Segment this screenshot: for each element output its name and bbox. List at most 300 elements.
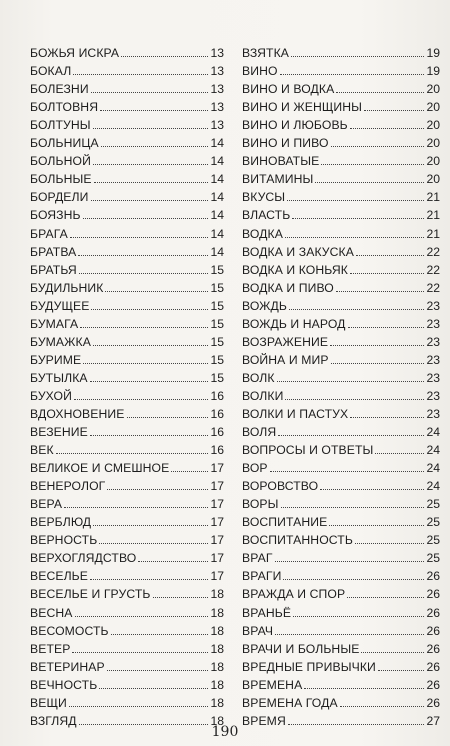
entry-title: ВЕСНА bbox=[30, 605, 73, 620]
entry-title: ВОДКА bbox=[242, 226, 283, 241]
dot-leader bbox=[275, 561, 425, 562]
dot-leader bbox=[56, 453, 209, 454]
index-entry bbox=[30, 259, 224, 277]
index-entry bbox=[242, 511, 440, 529]
index-entry bbox=[30, 295, 224, 313]
entry-page-number: 15 bbox=[210, 370, 224, 385]
entry-page-number: 25 bbox=[426, 497, 440, 512]
index-entry bbox=[30, 692, 224, 710]
index-entry bbox=[242, 313, 440, 331]
entry-title: БОЛЕЗНИ bbox=[30, 82, 89, 97]
entry-title: ВЕЧНОСТЬ bbox=[30, 677, 98, 692]
entry-title: ВОЛК bbox=[242, 370, 275, 385]
index-entry bbox=[30, 439, 224, 457]
dot-leader bbox=[93, 164, 208, 165]
entry-page-number: 15 bbox=[210, 352, 224, 367]
entry-title: ВЗГЛЯД bbox=[30, 713, 77, 728]
dot-leader bbox=[350, 417, 424, 418]
entry-title: ВОДКА И КОНЬЯК bbox=[242, 262, 348, 277]
entry-page-number: 18 bbox=[210, 659, 224, 674]
entry-page-number: 25 bbox=[426, 515, 440, 530]
index-entry bbox=[242, 457, 440, 475]
entry-page-number: 26 bbox=[426, 677, 440, 692]
entry-page-number: 23 bbox=[426, 352, 440, 367]
entry-page-number: 14 bbox=[210, 226, 224, 241]
dot-leader bbox=[80, 327, 208, 328]
entry-title: ВЕНЕРОЛОГ bbox=[30, 479, 106, 494]
index-entry bbox=[242, 547, 440, 565]
entry-page-number: 20 bbox=[426, 172, 440, 187]
entry-page-number: 27 bbox=[426, 713, 440, 728]
index-entry bbox=[30, 186, 224, 204]
dot-leader bbox=[378, 670, 425, 671]
entry-title: ВРЕМЕНА ГОДА bbox=[242, 695, 338, 710]
entry-title: ВЕТЕРИНАР bbox=[30, 659, 105, 674]
dot-leader bbox=[292, 218, 424, 219]
entry-title: БОЛЬНЫЕ bbox=[30, 172, 92, 187]
entry-page-number: 22 bbox=[426, 244, 440, 259]
dot-leader bbox=[275, 634, 424, 635]
dot-leader bbox=[94, 182, 209, 183]
dot-leader bbox=[331, 363, 425, 364]
entry-title: ВОЛКИ И ПАСТУХ bbox=[242, 406, 349, 421]
dot-leader bbox=[171, 471, 208, 472]
dot-leader bbox=[99, 543, 208, 544]
entry-page-number: 23 bbox=[426, 298, 440, 313]
entry-title: ВКУСЫ bbox=[242, 190, 286, 205]
index-entry bbox=[242, 186, 440, 204]
dot-leader bbox=[364, 110, 424, 111]
entry-page-number: 24 bbox=[426, 443, 440, 458]
entry-title: ВИНОВАТЫЕ bbox=[242, 154, 320, 169]
dot-leader bbox=[90, 435, 209, 436]
entry-page-number: 17 bbox=[210, 551, 224, 566]
dot-leader bbox=[361, 652, 424, 653]
dot-leader bbox=[91, 200, 209, 201]
index-entry bbox=[242, 96, 440, 114]
dot-leader bbox=[356, 255, 424, 256]
entry-title: БРАТВА bbox=[30, 244, 77, 259]
entry-page-number: 22 bbox=[426, 262, 440, 277]
entry-title: ВОЖДЬ И НАРОД bbox=[242, 316, 346, 331]
entry-page-number: 21 bbox=[426, 226, 440, 241]
entry-page-number: 23 bbox=[426, 388, 440, 403]
entry-title: ВЛАСТЬ bbox=[242, 208, 291, 223]
index-entry bbox=[30, 222, 224, 240]
entry-page-number: 18 bbox=[210, 587, 224, 602]
entry-page-number: 14 bbox=[210, 172, 224, 187]
dot-leader bbox=[336, 291, 425, 292]
index-entry bbox=[242, 601, 440, 619]
dot-leader bbox=[121, 56, 208, 57]
entry-page-number: 20 bbox=[426, 100, 440, 115]
entry-title: БУТЫЛКА bbox=[30, 370, 88, 385]
entry-page-number: 17 bbox=[210, 515, 224, 530]
index-entry bbox=[30, 367, 224, 385]
index-entry bbox=[30, 529, 224, 547]
dot-leader bbox=[74, 399, 209, 400]
entry-title: ВОСПИТАННОСТЬ bbox=[242, 533, 353, 548]
entry-page-number: 18 bbox=[210, 605, 224, 620]
index-entry bbox=[30, 168, 224, 186]
dot-leader bbox=[72, 652, 208, 653]
index-column-left bbox=[30, 42, 224, 728]
entry-page-number: 19 bbox=[426, 64, 440, 79]
entry-title: ВЕРХОГЛЯДСТВО bbox=[30, 551, 137, 566]
entry-title: ВОПРОСЫ И ОТВЕТЫ bbox=[242, 443, 374, 458]
entry-title: ВОЙНА И МИР bbox=[242, 352, 329, 367]
dot-leader bbox=[355, 543, 425, 544]
entry-title: ВОЖДЬ bbox=[242, 298, 287, 313]
entry-title: ВОРОВСТВО bbox=[242, 479, 319, 494]
dot-leader bbox=[289, 309, 424, 310]
entry-title: БОЯЗНЬ bbox=[30, 208, 81, 223]
index-entry bbox=[30, 493, 224, 511]
entry-title: ВРАГИ bbox=[242, 569, 282, 584]
entry-page-number: 26 bbox=[426, 623, 440, 638]
index-column-right bbox=[242, 42, 440, 728]
entry-title: ВЕРБЛЮД bbox=[30, 515, 92, 530]
dot-leader bbox=[281, 507, 425, 508]
dot-leader bbox=[64, 507, 208, 508]
dot-leader bbox=[107, 489, 208, 490]
entry-page-number: 26 bbox=[426, 569, 440, 584]
index-entry bbox=[242, 331, 440, 349]
entry-title: ВРЕМЯ bbox=[242, 713, 286, 728]
entry-title: ВЕРНОСТЬ bbox=[30, 533, 98, 548]
index-entry bbox=[242, 439, 440, 457]
index-entry bbox=[242, 529, 440, 547]
index-entry bbox=[30, 583, 224, 601]
index-entry bbox=[30, 457, 224, 475]
index-entry bbox=[30, 313, 224, 331]
entry-page-number: 20 bbox=[426, 154, 440, 169]
entry-page-number: 14 bbox=[210, 190, 224, 205]
entry-page-number: 15 bbox=[210, 334, 224, 349]
entry-title: БОЛТУНЫ bbox=[30, 118, 91, 133]
entry-title: ВРАЧИ И БОЛЬНЫЕ bbox=[242, 641, 360, 656]
index-entry bbox=[242, 421, 440, 439]
entry-title: БУРИМЕ bbox=[30, 352, 82, 367]
entry-title: ВИНО И ВОДКА bbox=[242, 82, 335, 97]
entry-page-number: 26 bbox=[426, 641, 440, 656]
index-entry bbox=[30, 42, 224, 60]
index-entry bbox=[30, 638, 224, 656]
dot-leader bbox=[79, 273, 209, 274]
dot-leader bbox=[90, 579, 208, 580]
entry-page-number: 16 bbox=[210, 406, 224, 421]
index-entry bbox=[242, 78, 440, 96]
dot-leader bbox=[291, 56, 424, 57]
index-entry bbox=[242, 620, 440, 638]
dot-leader bbox=[348, 327, 425, 328]
entry-title: ВДОХНОВЕНИЕ bbox=[30, 406, 125, 421]
entry-title: ВЕТЕР bbox=[30, 641, 71, 656]
index-entry bbox=[30, 547, 224, 565]
entry-page-number: 23 bbox=[426, 334, 440, 349]
entry-title: БРАТЬЯ bbox=[30, 262, 77, 277]
index-entry bbox=[242, 42, 440, 60]
index-entry bbox=[30, 565, 224, 583]
dot-leader bbox=[138, 561, 208, 562]
entry-title: ВИТАМИНЫ bbox=[242, 172, 314, 187]
index-entry bbox=[30, 241, 224, 259]
dot-leader bbox=[91, 92, 209, 93]
index-entry bbox=[30, 331, 224, 349]
index-entry bbox=[30, 385, 224, 403]
dot-leader bbox=[283, 579, 424, 580]
entry-title: БОРДЕЛИ bbox=[30, 190, 89, 205]
dot-leader bbox=[331, 146, 425, 147]
dot-leader bbox=[287, 200, 424, 201]
entry-title: ВИНО И ПИВО bbox=[242, 136, 329, 151]
dot-leader bbox=[73, 74, 208, 75]
entry-title: ВОЗРАЖЕНИЕ bbox=[242, 334, 329, 349]
index-entry bbox=[30, 60, 224, 78]
index-entry bbox=[30, 656, 224, 674]
entry-page-number: 23 bbox=[426, 316, 440, 331]
dot-leader bbox=[153, 597, 209, 598]
index-entry bbox=[242, 132, 440, 150]
entry-page-number: 20 bbox=[426, 82, 440, 97]
index-entry bbox=[242, 259, 440, 277]
dot-leader bbox=[101, 146, 209, 147]
entry-title: ВОР bbox=[242, 461, 268, 476]
dot-leader bbox=[69, 706, 209, 707]
dot-leader bbox=[107, 670, 209, 671]
entry-title: ВЕЩИ bbox=[30, 695, 67, 710]
entry-page-number: 16 bbox=[210, 443, 224, 458]
entry-page-number: 18 bbox=[210, 677, 224, 692]
dot-leader bbox=[293, 616, 424, 617]
dot-leader bbox=[93, 345, 209, 346]
entry-page-number: 23 bbox=[426, 406, 440, 421]
index-entry bbox=[242, 168, 440, 186]
entry-title: ВОДКА И ПИВО bbox=[242, 280, 334, 295]
index-entry bbox=[242, 277, 440, 295]
dot-leader bbox=[93, 525, 208, 526]
index-entry bbox=[30, 511, 224, 529]
index-entry bbox=[30, 403, 224, 421]
dot-leader bbox=[350, 273, 424, 274]
dot-leader bbox=[304, 688, 424, 689]
index-entry bbox=[30, 204, 224, 222]
dot-leader bbox=[83, 218, 209, 219]
dot-leader bbox=[329, 525, 424, 526]
entry-title: БУДИЛЬНИК bbox=[30, 280, 104, 295]
entry-title: ВИНО И ЖЕНЩИНЫ bbox=[242, 100, 363, 115]
index-entry bbox=[242, 114, 440, 132]
entry-title: ВРАЧ bbox=[242, 623, 274, 638]
entry-title: БОЖЬЯ ИСКРА bbox=[30, 46, 120, 61]
index-entry bbox=[30, 674, 224, 692]
entry-title: БРАГА bbox=[30, 226, 68, 241]
dot-leader bbox=[375, 453, 424, 454]
dot-leader bbox=[285, 237, 425, 238]
entry-page-number: 26 bbox=[426, 695, 440, 710]
entry-page-number: 18 bbox=[210, 695, 224, 710]
entry-page-number: 26 bbox=[426, 587, 440, 602]
entry-page-number: 17 bbox=[210, 497, 224, 512]
entry-title: ВРАГ bbox=[242, 551, 273, 566]
entry-page-number: 26 bbox=[426, 659, 440, 674]
entry-page-number: 17 bbox=[210, 533, 224, 548]
index-entry bbox=[30, 132, 224, 150]
dot-leader bbox=[75, 616, 209, 617]
entry-page-number: 25 bbox=[426, 551, 440, 566]
entry-page-number: 13 bbox=[210, 118, 224, 133]
index-entry bbox=[242, 565, 440, 583]
entry-page-number: 17 bbox=[210, 461, 224, 476]
index-entry bbox=[242, 204, 440, 222]
entry-page-number: 20 bbox=[426, 136, 440, 151]
dot-leader bbox=[321, 164, 424, 165]
index-entry bbox=[242, 241, 440, 259]
entry-title: БУХОЙ bbox=[30, 388, 72, 403]
entry-title: ВРЕДНЫЕ ПРИВЫЧКИ bbox=[242, 659, 376, 674]
index-entry bbox=[242, 60, 440, 78]
entry-title: БОЛЬНОЙ bbox=[30, 154, 91, 169]
dot-leader bbox=[270, 471, 425, 472]
entry-title: ВЕСОМОСТЬ bbox=[30, 623, 109, 638]
entry-page-number: 18 bbox=[210, 641, 224, 656]
index-entry bbox=[242, 674, 440, 692]
dot-leader bbox=[105, 291, 208, 292]
dot-leader bbox=[330, 345, 424, 346]
entry-page-number: 23 bbox=[426, 370, 440, 385]
dot-leader bbox=[280, 74, 425, 75]
entry-title: ВОДКА И ЗАКУСКА bbox=[242, 244, 354, 259]
entry-title: ВРАЖДА И СПОР bbox=[242, 587, 346, 602]
index-entry bbox=[242, 692, 440, 710]
dot-leader bbox=[285, 399, 424, 400]
entry-page-number: 22 bbox=[426, 280, 440, 295]
entry-title: БОКАЛ bbox=[30, 64, 72, 79]
entry-title: ВЕЗЕНИЕ bbox=[30, 425, 88, 440]
entry-page-number: 16 bbox=[210, 388, 224, 403]
index-entry bbox=[30, 421, 224, 439]
entry-page-number: 13 bbox=[210, 64, 224, 79]
entry-page-number: 21 bbox=[426, 190, 440, 205]
entry-title: БУМАГА bbox=[30, 316, 79, 331]
entry-page-number: 18 bbox=[210, 713, 224, 728]
entry-page-number: 15 bbox=[210, 298, 224, 313]
dot-leader bbox=[100, 110, 208, 111]
entry-title: ВЗЯТКА bbox=[242, 46, 290, 61]
index-entry bbox=[30, 96, 224, 114]
dot-leader bbox=[91, 309, 208, 310]
entry-page-number: 24 bbox=[426, 479, 440, 494]
index-entry bbox=[30, 277, 224, 295]
entry-page-number: 20 bbox=[426, 118, 440, 133]
index-entry bbox=[242, 403, 440, 421]
page-number: 190 bbox=[211, 724, 239, 740]
entry-title: ВИНО bbox=[242, 64, 278, 79]
index-entry bbox=[242, 385, 440, 403]
index-entry bbox=[242, 150, 440, 168]
entry-page-number: 15 bbox=[210, 316, 224, 331]
index-entry bbox=[242, 656, 440, 674]
entry-title: ВЕЛИКОЕ И СМЕШНОЕ bbox=[30, 461, 170, 476]
index-entry bbox=[30, 620, 224, 638]
index-entry bbox=[242, 367, 440, 385]
index-entry bbox=[30, 601, 224, 619]
index-entry bbox=[242, 475, 440, 493]
index-entry bbox=[242, 349, 440, 367]
entry-title: ВЕСЕЛЬЕ И ГРУСТЬ bbox=[30, 587, 151, 602]
index-entry bbox=[242, 222, 440, 240]
dot-leader bbox=[93, 128, 209, 129]
entry-title: ВРЕМЕНА bbox=[242, 677, 303, 692]
dot-leader bbox=[90, 381, 209, 382]
entry-page-number: 13 bbox=[210, 46, 224, 61]
dot-leader bbox=[315, 182, 424, 183]
entry-page-number: 17 bbox=[210, 479, 224, 494]
entry-page-number: 26 bbox=[426, 605, 440, 620]
dot-leader bbox=[336, 92, 424, 93]
index-entry bbox=[242, 638, 440, 656]
dot-leader bbox=[78, 255, 208, 256]
entry-page-number: 17 bbox=[210, 569, 224, 584]
entry-title: ВОЛКИ bbox=[242, 388, 284, 403]
entry-page-number: 25 bbox=[426, 533, 440, 548]
dot-leader bbox=[278, 435, 424, 436]
index-entry bbox=[30, 78, 224, 96]
entry-title: БУДУЩЕЕ bbox=[30, 298, 90, 313]
index-entry bbox=[30, 150, 224, 168]
entry-title: ВОРЫ bbox=[242, 497, 279, 512]
dot-leader bbox=[99, 688, 208, 689]
entry-page-number: 14 bbox=[210, 154, 224, 169]
dot-leader bbox=[70, 237, 209, 238]
index-entry bbox=[30, 349, 224, 367]
dot-leader bbox=[350, 128, 425, 129]
entry-title: ВРАНЬЁ bbox=[242, 605, 292, 620]
entry-title: ВОЛЯ bbox=[242, 425, 277, 440]
dot-leader bbox=[277, 381, 425, 382]
entry-title: БОЛЬНИЦА bbox=[30, 136, 99, 151]
index-entry bbox=[30, 475, 224, 493]
entry-page-number: 19 bbox=[426, 46, 440, 61]
dot-leader bbox=[320, 489, 424, 490]
entry-page-number: 14 bbox=[210, 208, 224, 223]
entry-page-number: 15 bbox=[210, 262, 224, 277]
entry-title: ВЕРА bbox=[30, 497, 63, 512]
dot-leader bbox=[83, 363, 208, 364]
entry-title: ВИНО И ЛЮБОВЬ bbox=[242, 118, 348, 133]
entry-title: БОЛТОВНЯ bbox=[30, 100, 99, 115]
entry-title: БУМАЖКА bbox=[30, 334, 91, 349]
entry-page-number: 16 bbox=[210, 425, 224, 440]
index-entry bbox=[242, 493, 440, 511]
entry-page-number: 24 bbox=[426, 461, 440, 476]
entry-title: ВЕК bbox=[30, 443, 54, 458]
entry-page-number: 13 bbox=[210, 100, 224, 115]
entry-page-number: 21 bbox=[426, 208, 440, 223]
entry-page-number: 15 bbox=[210, 280, 224, 295]
dot-leader bbox=[127, 417, 209, 418]
entry-page-number: 14 bbox=[210, 244, 224, 259]
entry-page-number: 18 bbox=[210, 623, 224, 638]
index-entry bbox=[30, 114, 224, 132]
entry-page-number: 14 bbox=[210, 136, 224, 151]
entry-page-number: 13 bbox=[210, 82, 224, 97]
entry-page-number: 24 bbox=[426, 425, 440, 440]
index-entry bbox=[242, 583, 440, 601]
entry-title: ВЕСЕЛЬЕ bbox=[30, 569, 89, 584]
dot-leader bbox=[111, 634, 209, 635]
index-entry bbox=[242, 295, 440, 313]
